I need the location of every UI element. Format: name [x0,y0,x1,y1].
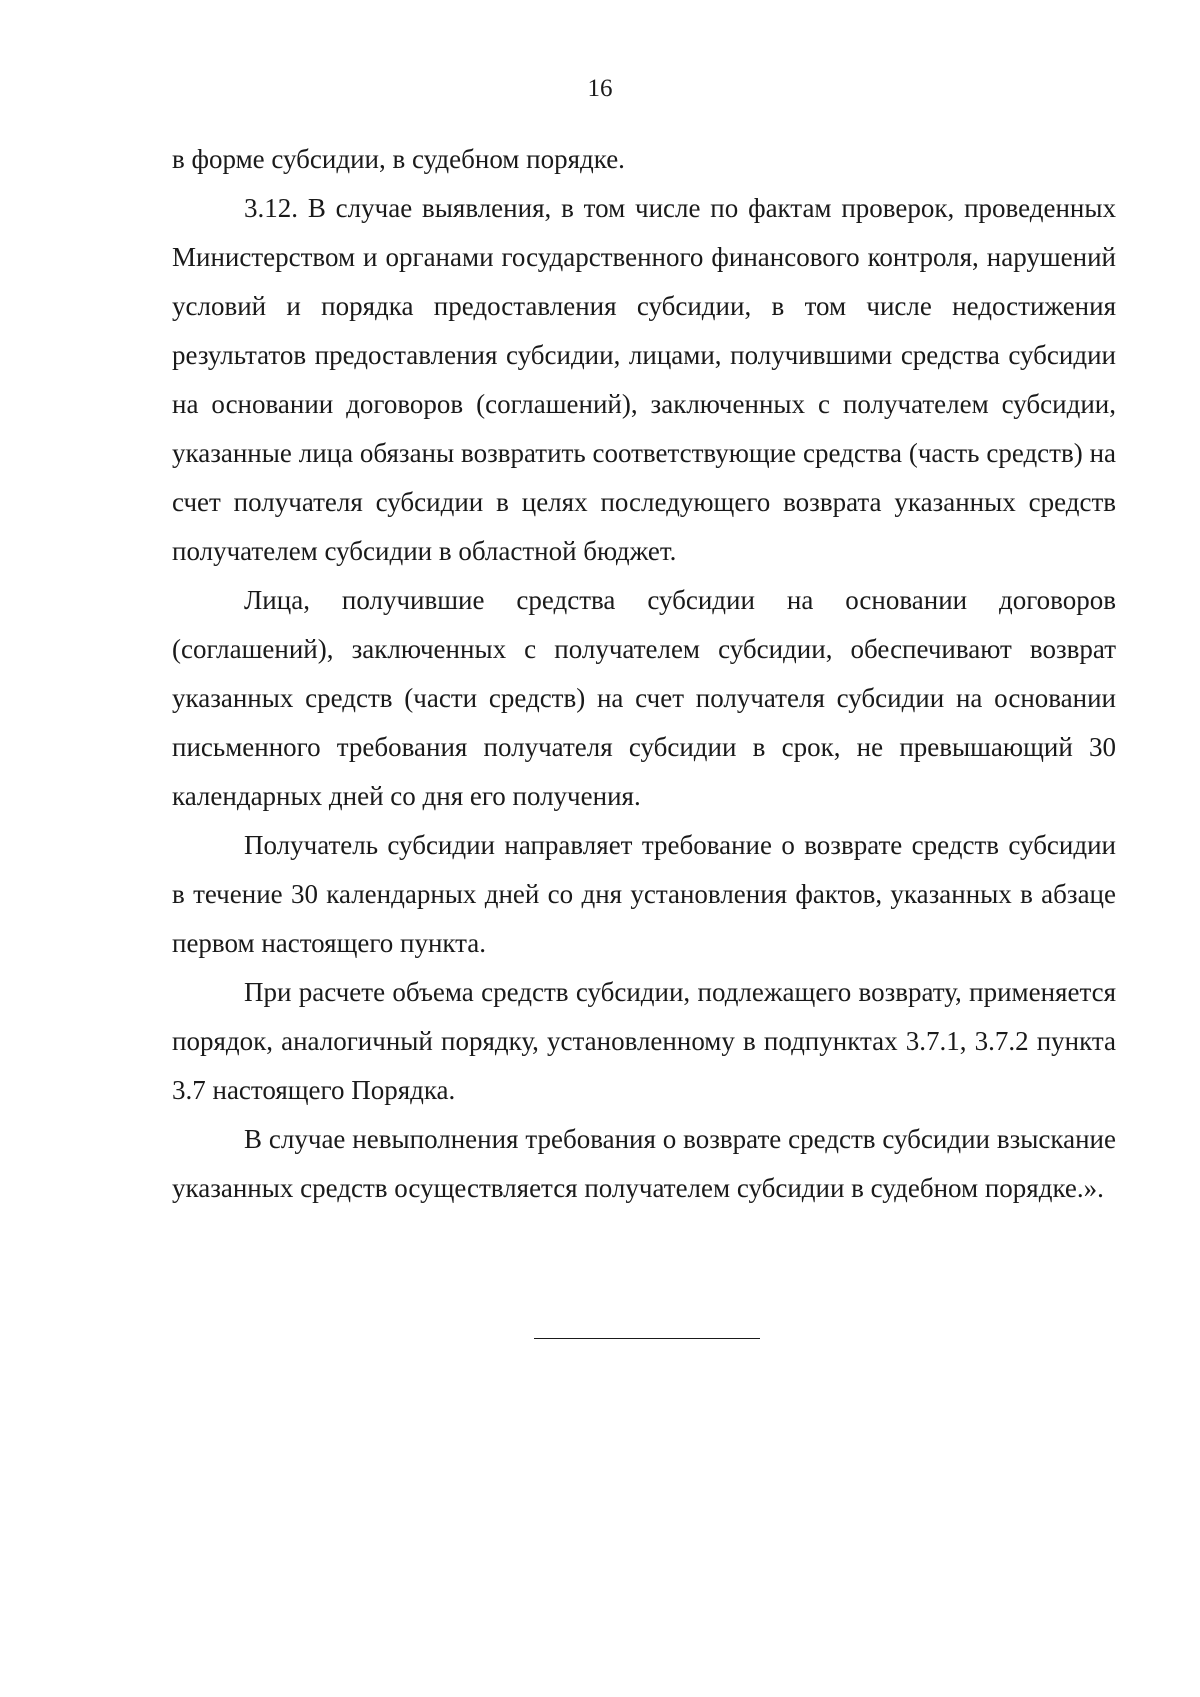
paragraph-persons-return: Лица, получившие средства субсидии на основании договоров (соглашений), заключенных с получателем субсидии, обеспечивают возврат указанных средств (части средств) на счет получателя субсидии на основании письменного требования получателя субсидии в срок, не превышающий 30 календарных дней со дня его получения. [172,585,1116,811]
end-separator-line [534,1338,760,1339]
paragraph-recipient-demand: Получатель субсидии направляет требование о возврате средств субсидии в течение 30 календарных дней со дня установления фактов, указанных в абзаце первом настоящего пункта. [172,830,1116,958]
paragraph-continuation: в форме субсидии, в судебном порядке. [172,144,625,174]
paragraph-3-12: 3.12. В случае выявления, в том числе по фактам проверок, проведенных Министерством и органами государственного финансового контроля, нарушений условий и порядка предоставления субсидии, в том числе недостижения результатов предоставления субсидии, лицами, получившими средства субсидии на основании договоров (соглашений), заключенных с получателем субсидии, указанные лица обязаны возвратить соответствующие средства (часть средств) на счет получателя субсидии в целях последующего возврата указанных средств получателем субсидии в областной бюджет. [172,193,1116,566]
page-number: 16 [587,75,613,102]
paragraph-court-recovery: В случае невыполнения требования о возврате средств субсидии взыскание указанных средств осуществляется получателем субсидии в судебном порядке.». [172,1124,1116,1203]
paragraph-calculation: При расчете объема средств субсидии, подлежащего возврату, применяется порядок, аналогичный порядку, установленному в подпунктах 3.7.1, 3.7.2 пункта 3.7 настоящего Порядка. [172,977,1116,1105]
document-body [172,135,1116,1213]
